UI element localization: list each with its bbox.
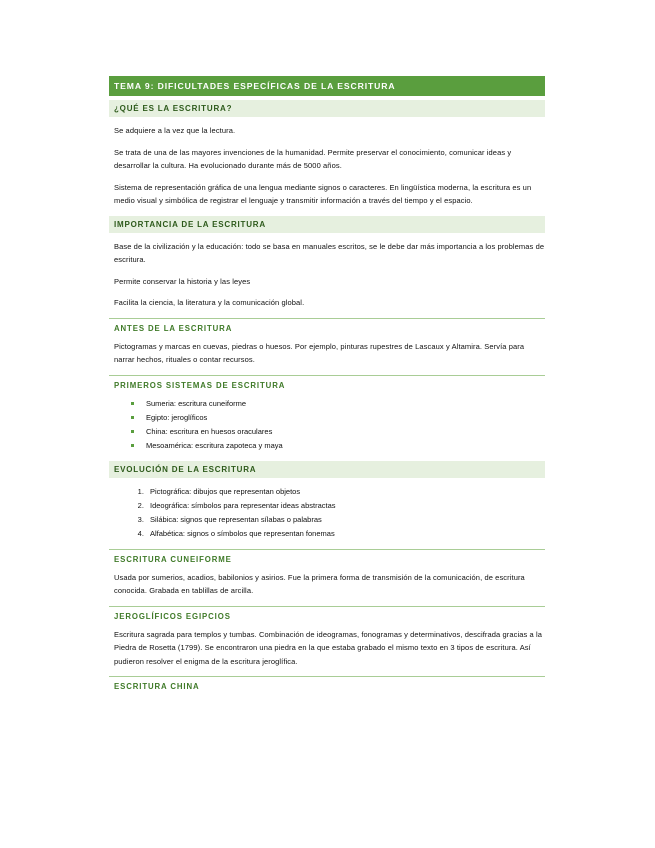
paragraph: Usada por sumerios, acadios, babilonios y asirios. Fue la primera forma de transmisión de la comunicación, de escritura conocida. Grabada en tablillas de arcilla. bbox=[114, 572, 525, 595]
list-item: 3. Silábica: signos que representan sílabas o palabras bbox=[146, 513, 545, 527]
paragraph: Base de la civilización y la educación: todo se basa en manuales escritos, se le debe dar más importancia a los problemas de escritura. bbox=[114, 241, 545, 264]
topic-title: TEMA 9: DIFICULTADES ESPECÍFICAS DE LA ESCRITURA bbox=[109, 76, 545, 96]
document-page bbox=[109, 76, 545, 698]
bullet-list bbox=[109, 397, 545, 453]
paragraph: Pictogramas y marcas en cuevas, piedras o huesos. Por ejemplo, pinturas rupestres de Lascaux y Altamira. Servía para narrar hechos, rituales o contar recursos. bbox=[114, 341, 525, 364]
list-item: 1. Pictográfica: dibujos que representan objetos bbox=[146, 485, 545, 499]
paragraph: Se trata de una de las mayores invenciones de la humanidad. Permite preservar el conocimiento, comunicar ideas y desarrollar la cultura. Ha evolucionado durante más de 5000 años. bbox=[114, 147, 512, 170]
section-heading-primeros: PRIMEROS SISTEMAS DE ESCRITURA bbox=[109, 375, 545, 391]
section-heading-evolucion: EVOLUCIÓN DE LA ESCRITURA bbox=[109, 461, 545, 478]
section-heading-antes: ANTES DE LA ESCRITURA bbox=[109, 318, 545, 334]
section-heading-china: ESCRITURA CHINA bbox=[109, 676, 545, 692]
paragraph: Sistema de representación gráfica de una lengua mediante signos o caracteres. En lingüística moderna, la escritura es un medio visual y simbólica de registrar el lenguaje y transmitir información a través del tiempo y el espacio. bbox=[114, 182, 532, 205]
section-heading-jeroglificos: JEROGLÍFICOS EGIPCIOS bbox=[109, 606, 545, 622]
list-item: 2. Ideográfica: símbolos para representar ideas abstractas bbox=[146, 499, 545, 513]
paragraph: Se adquiere a la vez que la lectura. bbox=[114, 126, 236, 135]
section-heading-cuneiforme: ESCRITURA CUNEIFORME bbox=[109, 549, 545, 565]
list-item: Mesoamérica: escritura zapoteca y maya bbox=[146, 439, 545, 453]
paragraph: Facilita la ciencia, la literatura y la comunicación global. bbox=[114, 298, 305, 307]
list-item: China: escritura en huesos oraculares bbox=[146, 425, 545, 439]
list-item: 4. Alfabética: signos o símbolos que representan fonemas bbox=[146, 527, 545, 541]
paragraph: Permite conservar la historia y las leyes bbox=[114, 276, 251, 286]
paragraph: Escritura sagrada para templos y tumbas. Combinación de ideogramas, fonogramas y determinativos, descifrada gracias a la Piedra de Rosetta (1799). Se encontraron una piedra en la que estaba grabado el mismo texto en 3 tipos de escritura. Así pudieron resolver el enigma de la escritura jeroglífica. bbox=[114, 629, 543, 666]
list-item: Sumeria: escritura cuneiforme bbox=[146, 397, 545, 411]
numbered-list bbox=[109, 485, 545, 541]
section-heading-que-es: ¿QUÉ ES LA ESCRITURA? bbox=[109, 100, 545, 117]
section-heading-importancia: IMPORTANCIA DE LA ESCRITURA bbox=[109, 216, 545, 233]
list-item: Egipto: jeroglíficos bbox=[146, 411, 545, 425]
